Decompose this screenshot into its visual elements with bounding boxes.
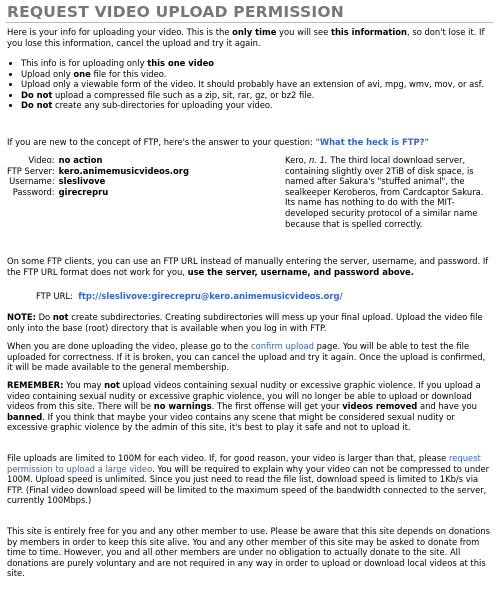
username-label: Username: — [9, 176, 55, 187]
credential-row — [7, 176, 189, 187]
confirm-paragraph — [7, 341, 493, 373]
rule-text: create any sub-directories for uploading your video. — [52, 100, 273, 111]
list-item — [21, 58, 493, 69]
note-emphasis: not — [52, 312, 69, 322]
confirm-text: When you are done uploading the video, please go to the — [7, 341, 251, 351]
remember-emphasis: not — [104, 380, 120, 390]
ftp-url-row — [36, 291, 343, 302]
ftp-server-value: kero.animemusicvideos.org — [58, 165, 189, 176]
note-label: NOTE: — [7, 312, 36, 322]
definition-text: The third local download server, containing slightly over 2TiB of disk space, is named after Sakura's "stuffed animal", the sealkeeper Keroberos, from Cardcaptor Sakura. Its name has nothing to do with the MIT-developed security protocol of a similar name because that is spelled correctly. — [285, 155, 484, 229]
rule-emphasis: this one video — [147, 58, 215, 68]
credential-row — [7, 155, 189, 166]
limits-text: File uploads are limited to 100M for each video. If, for good reason, your video is larger than that, please — [7, 453, 449, 463]
password-label: Password: — [12, 186, 55, 197]
ftp-question — [7, 137, 493, 148]
remember-text: upload videos containing sexual nudity or excessive graphic violence. If you upload a video containing sexual nudity or excessive graphic violence, you will no longer be able to upload or download videos from this site. There will be — [7, 380, 481, 412]
remember-text: and have you — [417, 401, 477, 412]
page-title: REQUEST VIDEO UPLOAD PERMISSION — [7, 3, 344, 21]
remember-emphasis: videos removed — [342, 401, 418, 412]
list-item — [21, 79, 493, 90]
note-paragraph — [7, 312, 493, 333]
video-value: no action — [58, 155, 103, 165]
ftp-url-label: FTP URL: — [36, 291, 73, 301]
intro-text: you will see — [276, 27, 331, 37]
request-large-video-link[interactable]: request permission to upload a large video — [7, 453, 481, 474]
credential-row — [7, 187, 189, 198]
list-item — [21, 100, 493, 111]
title-divider — [6, 22, 494, 23]
intro-text: Here is your info for uploading your video. This is the — [7, 27, 233, 37]
remember-paragraph — [7, 380, 493, 433]
limits-paragraph — [7, 453, 493, 506]
ftp-question-text: If you are new to the concept of FTP, here's the answer to your question: — [7, 137, 316, 147]
definition-part-of-speech: n. 1. — [308, 155, 328, 165]
video-label: Video: — [28, 155, 55, 165]
limits-text: . You will be required to explain why your video can not be compressed to under 100M. Upload speed is unlimited. Since you just need to read the file list, download speed is limited to 1Kb/s via FTP. (Final video download speed will be limited to the maximum speed of the bandwidth connected to the server, currently 100Mbps.) — [7, 463, 490, 506]
credentials-box — [7, 155, 189, 197]
remember-emphasis: no warnings — [153, 401, 212, 412]
upload-rules-list — [7, 58, 493, 111]
credential-row — [7, 166, 189, 177]
ftp-url-link[interactable]: ftp://sleslivove:girecrepru@kero.animemusicvideos.org/ — [78, 291, 343, 301]
rule-text: This info is for uploading only — [21, 58, 148, 68]
list-item — [21, 90, 493, 101]
intro-text: , so don't lose it. If you lose this information, cancel the upload and try it again. — [7, 27, 485, 48]
remember-text: You may — [63, 380, 105, 390]
rule-text: upload a compressed file such as a zip, sit, rar, gz, or bz2 file. — [52, 89, 315, 100]
what-is-ftp-link[interactable]: "What the heck is FTP?" — [315, 137, 429, 147]
note-text: create subdirectories. Creating subdirectories will mess up your final upload. Upload the video file only into the base (root) directory that is available when you log in with FTP. — [7, 312, 483, 333]
ftp-clients-emphasis: use the server, username, and password above. — [187, 266, 414, 277]
ftp-clients-text: On some FTP clients, you can use an FTP URL instead of manually entering the server, username, and password. If the FTP URL format does not work for you, — [7, 256, 489, 277]
rule-emphasis: Do not — [21, 89, 53, 100]
intro-emphasis: only time — [232, 27, 277, 37]
password-value: girecrepru — [58, 186, 109, 197]
username-value: sleslivove — [58, 176, 106, 187]
rule-text: Upload only a viewable form of the video. It should probably have an extension of avi, mpg, wmv, mov, or asf. — [21, 79, 484, 90]
kero-definition: Kero, n. 1. The third local download server, containing slightly over 2TiB of disk space, is named after Sakura's "stuffed animal", the sealkeeper Keroberos, from Cardcaptor Sakura. Its name has nothing to do with the MIT-developed security protocol of a similar name because that is spelled correctly. — [285, 155, 484, 229]
rule-text: Upload only — [21, 68, 74, 79]
rule-emphasis: one — [73, 68, 91, 79]
definition-word: Kero — [285, 155, 304, 165]
remember-emphasis: banned — [7, 411, 43, 422]
rule-emphasis: Do not — [21, 100, 53, 111]
intro-emphasis: this information — [330, 27, 408, 37]
remember-text: . If you think that maybe your video contains any scene that might be considered sexual nudity or excessive graphic violence by the admin of this site, it's best to play it safe and not to upload it. — [7, 411, 455, 433]
donation-paragraph: This site is entirely free for you and any other member to use. Please be aware that this site depends on donations by members in order to keep this site alive. You and any other member of this site may be asked to donate from time to time. However, you and all other members are under no obligation to actually donate to the site. All donations are purely voluntary and are not required in any way in order to upload or download local videos at this site. — [7, 526, 490, 579]
ftp-clients-paragraph — [7, 256, 493, 277]
list-item — [21, 69, 493, 80]
rule-text: file for this video. — [90, 68, 167, 79]
ftp-server-label: FTP Server: — [7, 165, 55, 176]
confirm-upload-link[interactable]: confirm upload — [250, 341, 314, 351]
note-text: Do — [35, 312, 53, 322]
intro-paragraph — [7, 27, 493, 48]
remember-label: REMEMBER: — [7, 380, 64, 390]
confirm-text: page. You will be able to test the file uploaded for correctness. If it is broken, you can cancel the upload and try it again. Once the upload is confirmed, it will be made available to the general membership. — [7, 341, 486, 373]
remember-text: . The first offense will get your — [211, 401, 343, 412]
